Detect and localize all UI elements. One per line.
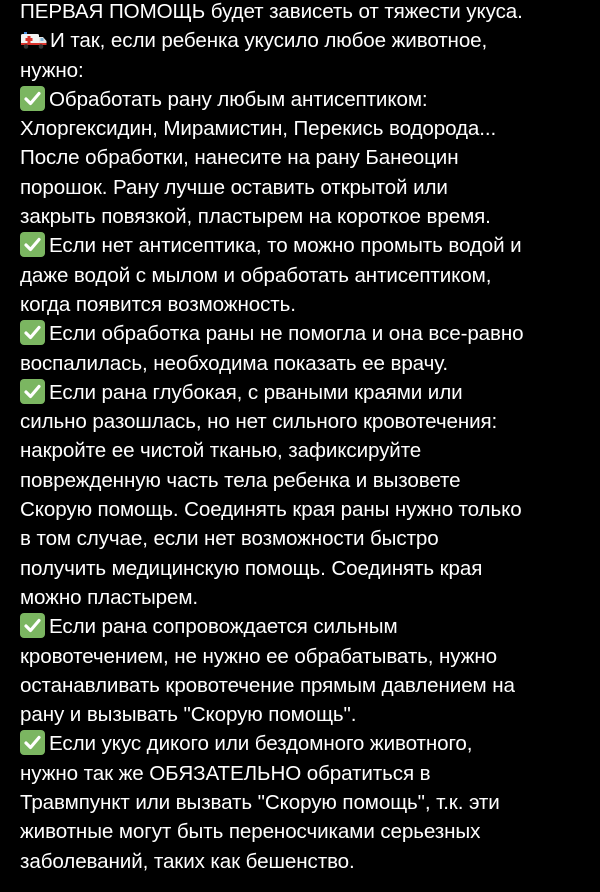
text-line: животные могут быть переносчиками серьезных: [20, 820, 481, 844]
text-line: получить медицинскую помощь. Соединять края: [20, 556, 483, 580]
text-line: даже водой с мылом и обработать антисептиком,: [20, 263, 492, 287]
text-line: Если рана сопровождается сильным: [20, 612, 595, 641]
text-line: После обработки, нанесите на рану Банеоцин: [20, 146, 459, 170]
check-mark-icon: [20, 232, 45, 257]
text-line: Травмпункт или вызвать "Скорую помощь", т.к. эти: [20, 791, 500, 815]
check-mark-icon: [20, 379, 45, 404]
text-line: нужно так же ОБЯЗАТЕЛЬНО обратиться в: [20, 761, 431, 785]
text-line: сильно разошлась, но нет сильного кровотечения:: [20, 410, 498, 434]
text-line: в том случае, если нет возможности быстро: [20, 527, 439, 551]
text-line: останавливать кровотечение прямым давлением на: [20, 673, 515, 697]
text-line: можно пластырем.: [20, 585, 199, 609]
check-mark-icon: [20, 613, 45, 638]
text-line: Если рана глубокая, с рваными краями или: [20, 378, 595, 407]
text-line: поврежденную часть тела ребенка и вызовете: [20, 468, 461, 492]
text-line: закрыть повязкой, пластырем на короткое время.: [20, 205, 491, 229]
check-mark-icon: [20, 730, 45, 755]
text-line: Скорую помощь. Соединять края раны нужно только: [20, 498, 522, 522]
text-line: Обработать рану любым антисептиком:: [20, 85, 595, 114]
check-mark-icon: [20, 86, 45, 111]
text-line: когда появится возможность.: [20, 292, 296, 316]
text-line: рану и вызывать "Скорую помощь".: [20, 703, 357, 727]
text-line: ПЕРВАЯ ПОМОЩЬ будет зависеть от тяжести укуса.: [20, 0, 523, 23]
text-line: накройте ее чистой тканью, зафиксируйте: [20, 439, 422, 463]
text-line: Если обработка раны не помогла и она все-равно: [20, 319, 595, 348]
ambulance-icon: [20, 28, 48, 46]
text-line: воспалилась, необходима показать ее врачу.: [20, 351, 448, 375]
check-mark-icon: [20, 320, 45, 345]
text-line: порошок. Рану лучше оставить открытой или: [20, 175, 448, 199]
message-text: [20, 0, 595, 876]
text-line: заболеваний, таких как бешенство.: [20, 849, 355, 873]
text-line: Если укус дикого или бездомного животного,: [20, 729, 595, 758]
text-line: кровотечением, не нужно ее обрабатывать, нужно: [20, 644, 498, 668]
text-line: И так, если ребенка укусило любое животное,: [20, 26, 595, 55]
text-line: Если нет антисептика, то можно промыть водой и: [20, 231, 595, 260]
text-line: нужно:: [20, 58, 84, 82]
text-line: Хлоргексидин, Мирамистин, Перекись водорода...: [20, 117, 497, 141]
